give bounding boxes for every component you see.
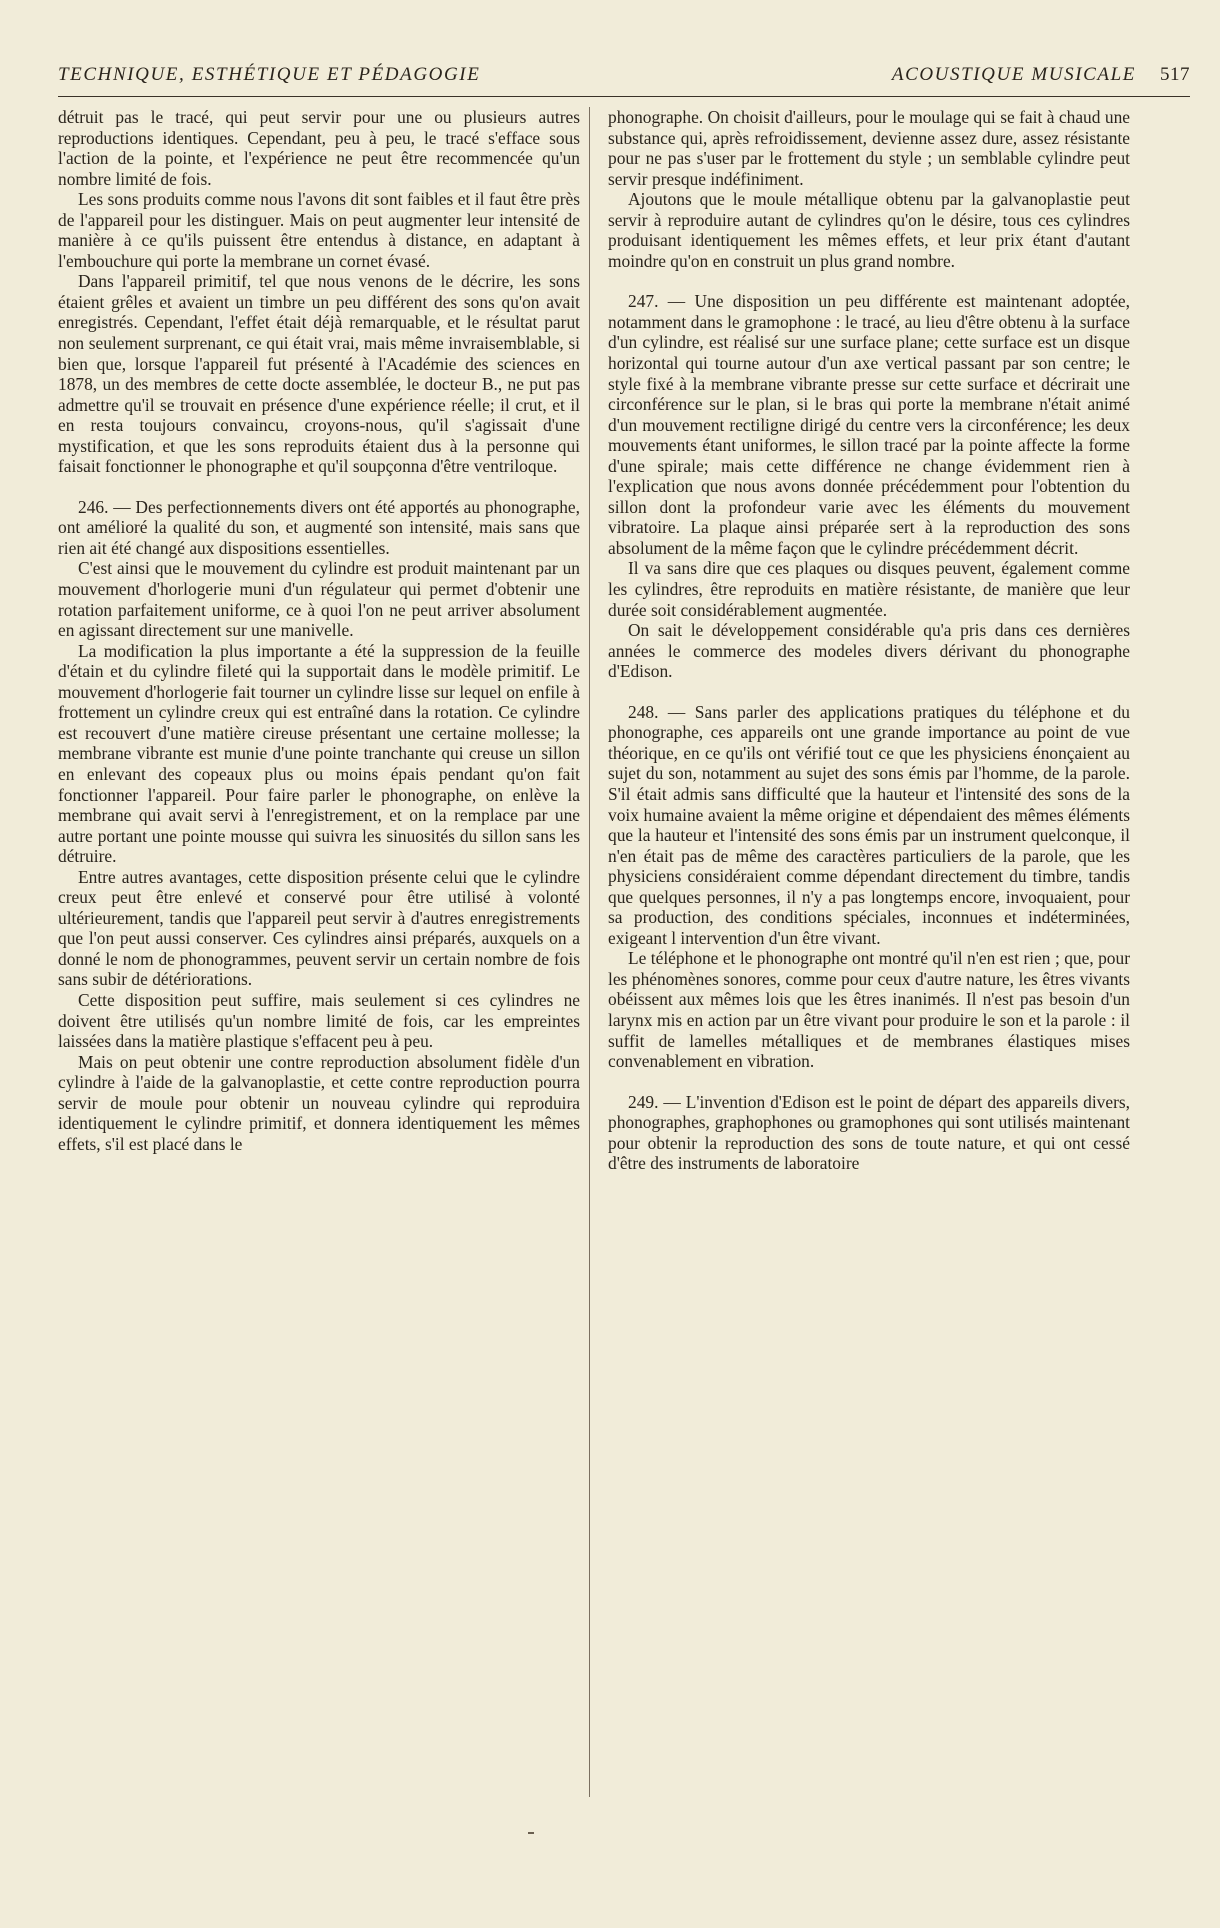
- paragraph: Il va sans dire que ces plaques ou disques peuvent, également comme les cylindres, être reproduits en matière résistante, de manière que leur durée soit considérablement augmentée.: [608, 558, 1130, 620]
- paragraph: Mais on peut obtenir une contre reproduction absolument fidèle d'un cylindre à l'aide de la galvanoplastie, et cette contre reproduction pourra servir de moule pour obtenir un nouveau cylindre qui reproduira identiquement le cylindre primitif, et donnera identiquement les mêmes effets, s'il est placé dans le: [58, 1051, 580, 1154]
- text-columns: [58, 107, 1190, 1174]
- paragraph-section-246: 246. — Des perfectionnements divers ont été apportés au phonographe, ont amélioré la qualité du son, et augmenté son intensité, mais sans que rien ait été changé aux dispositions essentielles.: [58, 496, 580, 558]
- page-number: 517: [1160, 64, 1190, 85]
- paragraph: Ajoutons que le moule métallique obtenu par la galvanoplastie peut servir à reproduire autant de cylindres qu'on le désire, tous ces cylindres produisant identiquement les mêmes effets, et leur prix étant d'autant moindre qu'on en construit un plus grand nombre.: [608, 189, 1130, 271]
- paragraph: phonographe. On choisit d'ailleurs, pour le moulage qui se fait à chaud une substance qui, après refroidissement, devienne assez dure, assez résistante pour ne pas s'user par le frottement du style ; un semblable cylindre peut servir presque indéfiniment.: [608, 107, 1130, 189]
- paragraph: Entre autres avantages, cette disposition présente celui que le cylindre creux peut être enlevé et conservé pour être utilisé à volonté ultérieurement, tandis que l'appareil peut servir à d'autres enregistrements que l'on peut aussi conserver. Ces cylindres ainsi préparés, auxquels on a donné le nom de phonogrammes, peuvent servir un certain nombre de fois sans subir de détériorations.: [58, 866, 580, 990]
- column-divider: [589, 107, 590, 1797]
- right-column: [608, 107, 1130, 1174]
- running-header: [58, 62, 1190, 97]
- header-section-title: TECHNIQUE, ESTHÉTIQUE ET PÉDAGOGIE: [58, 64, 481, 85]
- paragraph-section-249: 249. — L'invention d'Edison est le point de départ des appareils divers, phonographes, graphophones ou gramophones qui sont utilisés maintenant pour obtenir la reproduction des sons de toute nature, et qui ont cessé d'être des instruments de laboratoire: [608, 1091, 1130, 1174]
- paragraph-section-248: 248. — Sans parler des applications pratiques du téléphone et du phonographe, ces appareils ont une grande importance au point de vue théorique, en ce qu'ils ont vérifié tout ce que les physiciens énonçaient au sujet du son, notamment au sujet des sons émis par l'homme, de la parole. S'il était admis sans difficulté que la hauteur et l'intensité des sons de la voix humaine avaient la même origine et dépendaient des mêmes éléments que la hauteur et l'intensité des sons émis par un instrument quelconque, il n'en était pas de même des caractères particuliers de la parole, que les physiciens considéraient comme dépendant directement du timbre, tandis que quelques personnes, il n'y a pas longtemps encore, invoquaient, pour sa production, des conditions spéciales, inconnues et indéterminées, exigeant l intervention d'un être vivant.: [608, 701, 1130, 948]
- left-column: [58, 107, 580, 1174]
- paragraph: La modification la plus importante a été la suppression de la feuille d'étain et du cylindre fileté qui la supportait dans le modèle primitif. Le mouvement d'horlogerie fait tourner un cylindre lisse sur lequel on enfile à frottement un cylindre creux qui est entraîné dans la rotation. Ce cylindre est recouvert d'une matière cireuse présentant une certaine mollesse; la membrane vibrante est munie d'une pointe tranchante qui creuse un sillon en enlevant des copeaux plus ou moins épais pendant qu'on fait fonctionner l'appareil. Pour faire parler le phonographe, on enlève la membrane qui avait servi à l'enregistrement, et on la remplace par une autre portant une pointe mousse qui suivra les sinuosités du sillon sans les détruire.: [58, 640, 580, 867]
- paragraph: On sait le développement considérable qu'a pris dans ces dernières années le commerce des modeles divers dérivant du phonographe d'Edison.: [608, 620, 1130, 682]
- paragraph: Dans l'appareil primitif, tel que nous venons de le décrire, les sons étaient grêles et avaient un timbre un peu différent des sons qu'on avait enregistrés. Cependant, l'effet était déjà remarquable, et le résultat parut non seulement surprenant, ce qui était vrai, mais même invraisemblable, si bien que, lorsque l'appareil fut présenté à l'Académie des sciences en 1878, un des membres de cette docte assemblée, le docteur B., ne put pas admettre qu'il se trouvait en présence d'une expérience réelle; il crut, et il en resta toujours convaincu, croyons-nous, qu'il s'agissait d'une mystification, et que les sons reproduits étaient dus à la personne qui faisait fonctionner le phonographe et qu'il soupçonna d'être ventriloque.: [58, 271, 580, 477]
- paragraph: détruit pas le tracé, qui peut servir pour une ou plusieurs autres reproductions identiques. Cependant, peu à peu, le tracé s'efface sous l'action de la pointe, et l'expérience ne peut être recommencée qu'un nombre limité de fois.: [58, 107, 580, 189]
- paragraph: Cette disposition peut suffire, mais seulement si ces cylindres ne doivent être utilisés qu'un nombre limité de fois, car les empreintes laissées dans la matière plastique s'effacent peu à peu.: [58, 989, 580, 1052]
- paragraph-section-247: 247. — Une disposition un peu différente est maintenant adoptée, notamment dans le gramophone : le tracé, au lieu d'être obtenu à la surface d'un cylindre, est réalisé sur une surface plane; cette surface est un disque horizontal qui tourne autour d'un axe vertical passant par son centre; le style fixé à la membrane vibrante presse sur cette surface et décrirait une circonférence sur le plan, si le bras qui porte la membrane n'était animé d'un mouvement rectiligne dirigé du centre vers la circonférence; les deux mouvements étant uniformes, le sillon tracé par la pointe affecte la forme d'une spirale; mais cette différence ne change évidemment rien à l'explication que nous avons donnée précédemment pour l'obtention du sillon dont la profondeur varie avec les éléments du mouvement vibratoire. La plaque ainsi préparée sert à la reproduction des sons absolument de la même façon que le cylindre précédemment décrit.: [608, 291, 1130, 558]
- paragraph: Les sons produits comme nous l'avons dit sont faibles et il faut être près de l'appareil pour les distinguer. Mais on peut augmenter leur intensité de manière à ce qu'ils puissent être entendus à distance, en adaptant à l'embouchure qui porte la membrane un cornet évasé.: [58, 189, 580, 271]
- header-book-title: ACOUSTIQUE MUSICALE: [891, 64, 1136, 85]
- paragraph: Le téléphone et le phonographe ont montré qu'il n'en est rien ; que, pour les phénomènes sonores, comme pour ceux d'autre nature, les êtres vivants obéissent aux mêmes lois que les êtres inanimés. Il n'est pas besoin d'un larynx mis en action par un être vivant pour produire le son et la parole : il suffit de lamelles métalliques et de membranes élastiques mises convenablement en vibration.: [608, 948, 1130, 1072]
- paragraph: C'est ainsi que le mouvement du cylindre est produit maintenant par un mouvement d'horlogerie muni d'un régulateur qui permet d'obtenir une rotation parfaitement uniforme, ce à quoi l'on ne peut arriver absolument en agissant directement sur une manivelle.: [58, 558, 580, 641]
- page-mark: [528, 1832, 534, 1834]
